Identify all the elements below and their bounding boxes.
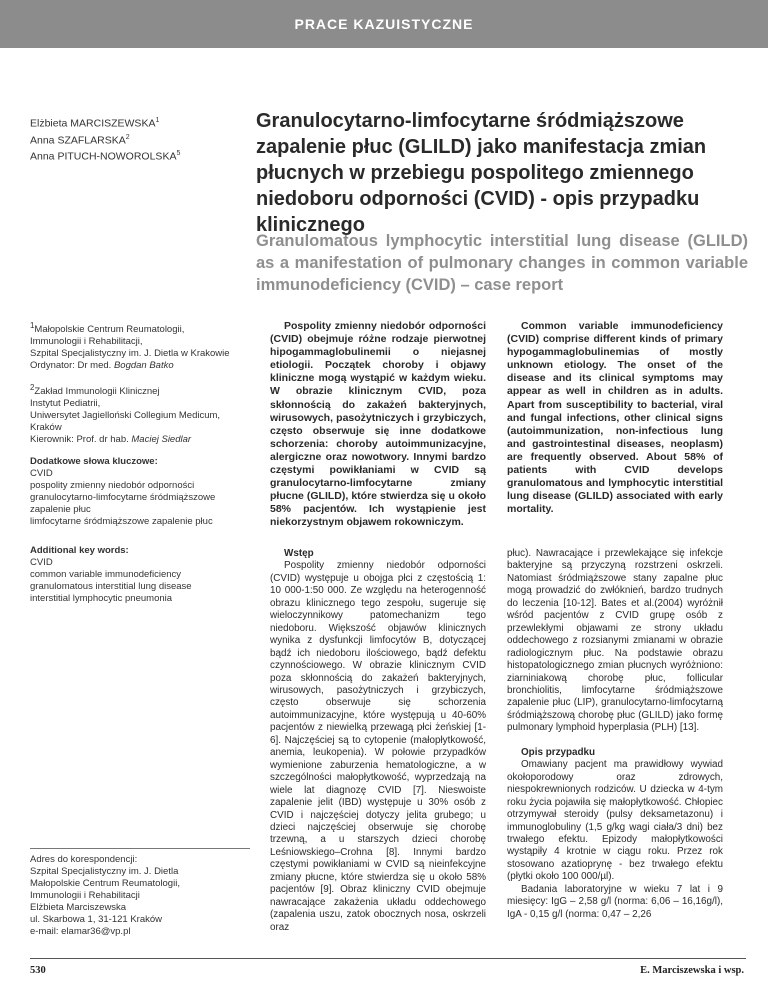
paragraph: płuc). Nawracające i przewlekające się infekcje bakteryjne są przyczyną rozstrzeni oskrzeli. Natomiast śródmiąższowe stany zapalne płuc mogą prowadzić do zwłóknień, bardzo trudnych do leczenia [10-12]. Bates et al.(2004) wyróżnił wśród pacjentów z CVID grupę osób z przewlekłymi objawami ze strony układu oddechowego z rozsianymi zmianami w obrazie radiologicznym płuc. Na podstawie obrazu histopatologicznego zmian płucnych wyróżniono: ziarniniakową chorobę płuc, follicular bronchiolitis, limfocytarne śródmiąższowe zapalenie płuc (LIP), granulocytarno-limfocytarną śródmiąższową chorobę płuc (GLILD) jako formę pulmonary lymphoid hyperplasia (PLH) [13]. (507, 548, 723, 734)
keyword: limfocytarne śródmiąższowe zapalenie płuc (30, 516, 213, 527)
correspondence-address: Adres do korespondencji: Szpital Specjalistyczny im. J. Dietla Małopolskie Centrum Reumatologii, Immunologii i Rehabilitacji Elżbieta Marciszewska ul. Skarbowa 1, 31-121 Kraków e-mail: elamar36@vp.pl (30, 854, 180, 937)
keyword: CVID (30, 557, 53, 568)
divider (30, 848, 250, 849)
affiliation-1: $^1$Małopolskie Centrum Reumatologii, Immunologii i Rehabilitacji, Szpital Specjalistyczny im. J. Dietla w Krakowie Ordynator: Dr med. Bogdan Batko (30, 321, 230, 372)
keyword: pospolity zmienny niedobór odporności (30, 480, 195, 491)
section-header: PRACE KAZUISTYCZNE (0, 0, 768, 48)
author: Anna SZAFLARSKA$^2$ (30, 133, 130, 146)
keywords-title: Dodatkowe słowa kluczowe: (30, 456, 158, 467)
keyword: granulomatous interstitial lung disease (30, 581, 192, 592)
footer-divider (30, 958, 746, 959)
keywords-title: Additional key words: (30, 545, 129, 556)
keyword: granulocytarno-limfocytarne śródmiąższowe zapalenie płuc (30, 492, 216, 515)
section-heading: Wstęp (284, 548, 314, 559)
section-heading: Opis przypadku (521, 746, 596, 758)
affiliation-2: $^2$Zakład Immunologii Klinicznej Instytut Pediatrii, Uniwersytet Jagielloński Collegium Medicum, Kraków Kierownik: Prof. dr hab. Maciej Siedlar (30, 383, 221, 446)
keyword: common variable immunodeficiency (30, 569, 182, 580)
author: Anna PITUCH-NOWOROLSKA$^5$ (30, 150, 181, 163)
body-column-left (270, 548, 486, 934)
page-number: 530 (30, 965, 46, 976)
author-list (30, 114, 180, 164)
paragraph: Badania laboratoryjne w wieku 7 lat i 9 miesięcy: IgG – 2,58 g/l (norma: 6,06 – 16,16g/l), IgA - 0,15 g/l (norma: 0,47 – 2,26 (507, 883, 723, 920)
keywords-english (30, 545, 250, 605)
keyword: interstitial lymphocytic pneumonia (30, 593, 173, 604)
title-english: Granulomatous lymphocytic interstitial lung disease (GLILD) as a manifestation of pulmonary changes in common variable immunodeficiency (CVID) – case report (256, 232, 748, 294)
title-polish: Granulocytarno-limfocytarne śródmiąższowe zapalenie płuc (GLILD) jako manifestacja zmian płucnych w przebiegu pospolitego zmiennego niedoboru odporności (CVID) - opis przypadku klinicznego (256, 110, 707, 236)
keywords-polish (30, 456, 250, 528)
paragraph: Pospolity zmienny niedobór odporności (CVID) występuje u obojga płci z częstością 1: 10 000-1:50 000. Ze względu na heterogenność obrazu klinicznego tego zespołu, sugeruje się wieloczynnikowy patomechanizm tego niedoboru. Większość objawów klinicznych wynika z dysfunkcji limfocytów B, dotyczącej bądź ich niedoboru ilościowego, bądź defektu czynnościowego. W obrazie klinicznym CVID poza skłonnością do zakażeń bakteryjnych, wirusowych, pasożytniczych i grzybiczych, często obserwuje się schorzenia autoimmunizacyjne, które występują u 40-60% pacjentów z niewielką przewagą płci żeńskiej [1-6]. Najczęściej są to cytopenie (małopłytkowość, anemia, leukopenia). W połowie przypadków wymienione zaburzenia hematologiczne, a w szczególności małopłytkowość, wyprzedzają na wiele lat diagnozę CVID [7]. Nieswoiste zapalenie jelit (IBD) występuje u 30% osób z CVID i najczęściej dotyczy jelita grubego; u dzieci najczęściej obserwuje się chorobę trzewną, a u starszych dzieci chorobę Leśniowskiego–Crohna [8]. Innymi bardzo częstymi powikłaniami w CVID są nieinfekcyjne zmiany płucne, które stwierdza się u około 58% pacjentów [9]. Obraz kliniczny CVID obejmuje nawracające zakażenia układu oddechowego (zapalenia uszu, zatok obocznych nosa, oskrzeli oraz (270, 560, 486, 933)
running-head: E. Marciszewska i wsp. (640, 965, 744, 976)
keyword: CVID (30, 468, 53, 479)
paragraph: Omawiany pacjent ma prawidłowy wywiad okołoporodowy oraz zdrowych, niespokrewnionych rodziców. U dziecka w 4-tym roku życia pojawiła się małopłytkowość. Chłopiec otrzymywał steroidy (pulsy deksametazonu) i immunoglobuliny (1,5 g/kg wagi ciała/3 dni) bez trwałego efektu. Epizody małopłytkowości wystąpiły 4 krotnie w ciągu roku. Przez rok stosowano azatioprynę - bez trwałego efektu (płytki około 100 000/µl). (507, 759, 723, 883)
body-column-right (507, 548, 723, 921)
abstract-polish: Pospolity zmienny niedobór odporności (CVID) obejmuje różne rodzaje pierwotnej hipogammaglobulinemii o niejasnej etiologii. Początek choroby i objawy kliniczne mogą wystąpić w każdym wieku. W obrazie klinicznym CVID, poza skłonnością do zakażeń bakteryjnych, wirusowych, pasożytniczych i grzybiczych, często obserwuje się inne dodatkowe schorzenia: choroby autoimmunizacyjne, alergiczne oraz nowotwory. Innymi bardzo częstymi powikłaniami w CVID są granulocytarno-limfocytarne zmiany płucne (GLILD), które stwierdza się u około 58% pacjentów. Ich wystąpienie jest niekorzystnym objawem rokowniczym. (270, 320, 486, 529)
abstract-english: Common variable immunodeficiency (CVID) comprise different kinds of primary hypogammaglobulinemias of mostly unknown etiology. The onset of the disease and its clinical symptoms may appear as well in children as in adults. Apart from susceptibility to bacterial, viral and fungal infections, other clinical signs (autoimmunization, non-infectious lung and gastrointestinal diseases, neoplasm) are frequently observed. About 58% of patients with CVID develops granulomatous and lymphocytic interstitial lung disease (GLILD) associated with early mortality. (507, 320, 723, 516)
author: Elżbieta MARCISZEWSKA$^1$ (30, 117, 160, 130)
